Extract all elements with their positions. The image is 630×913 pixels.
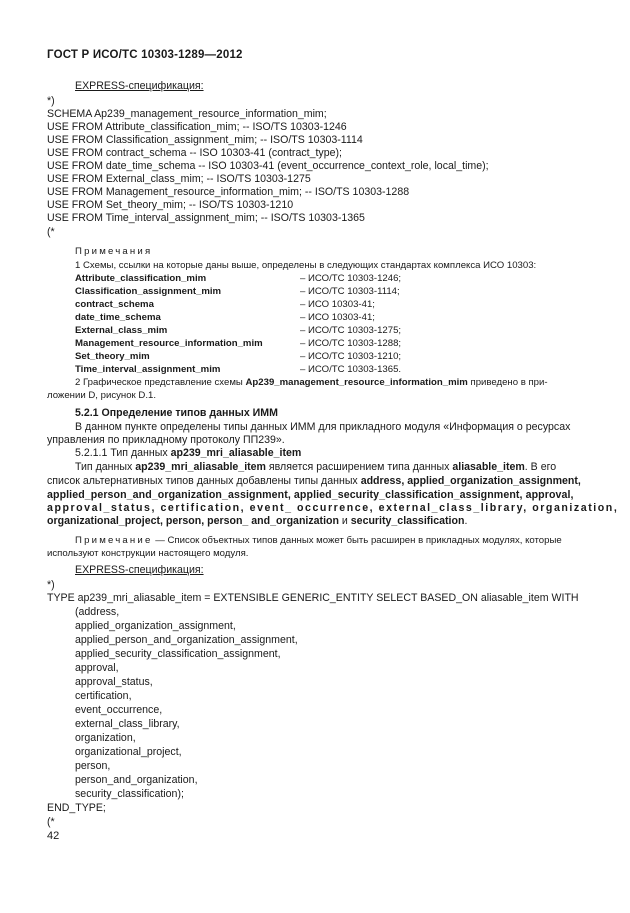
note-2-schema: Ap239_management_resource_information_mim	[245, 377, 468, 388]
list-item: organization,	[75, 732, 136, 744]
paragraph-line	[47, 475, 581, 488]
schema-name: Classification_assignment_mim	[75, 286, 222, 297]
code-line: USE FROM External_class_mim; -- ISO/TS 10303-1275	[47, 173, 311, 185]
schema-name: Management_resource_information_mim	[75, 338, 263, 349]
schema-name: Set_theory_mim	[75, 351, 150, 362]
code-line: USE FROM date_time_schema -- ISO 10303-41 (event_occurrence_context_role, local_time);	[47, 160, 489, 172]
note-2-continuation: ложении D, рисунок D.1.	[47, 390, 157, 401]
schema-ref: – ИСО 10303-41;	[300, 299, 375, 310]
code-line: USE FROM Set_theory_mim; -- ISO/TS 10303-1210	[47, 199, 294, 211]
section-title: 5.2.1 Определение типов данных ИММ	[75, 407, 278, 419]
list-item: (address,	[75, 606, 120, 618]
note-3	[75, 534, 562, 547]
express-label: EXPRESS-спецификация:	[75, 564, 204, 576]
type-name: security_classification	[350, 515, 465, 527]
text: Тип данных	[75, 461, 136, 473]
schema-ref: – ИСО/ТС 10303-1114;	[300, 286, 400, 297]
type-list: address, applied_organization_assignment,	[360, 475, 581, 487]
note-2-text: 2 Графическое представление схемы	[75, 377, 246, 388]
list-item: applied_security_classification_assignment,	[75, 648, 281, 660]
type-declaration: TYPE ap239_mri_aliasable_item = EXTENSIBLE GENERIC_ENTITY SELECT BASED_ON aliasable_item WITH	[47, 592, 579, 604]
subsection-number: 5.2.1.1 Тип данных	[75, 447, 171, 459]
type-list: organizational_project, person, person_ and_organization	[47, 515, 339, 527]
paragraph-line	[75, 461, 556, 474]
section-paragraph: В данном пункте определены типы данных ИММ для прикладного модуля «Информация о ресурсах	[75, 421, 571, 433]
list-item: applied_person_and_organization_assignment,	[75, 634, 298, 646]
paragraph-line: applied_person_and_organization_assignment, applied_security_classification_assignment, approval,	[47, 489, 574, 501]
schema-name: date_time_schema	[75, 312, 161, 323]
schema-ref: – ИСО/ТС 10303-1288;	[300, 338, 402, 349]
code-line: USE FROM Management_resource_information_mim; -- ISO/TS 10303-1288	[47, 186, 410, 198]
schema-name: contract_schema	[75, 299, 154, 310]
code-line: USE FROM Classification_assignment_mim; -- ISO/TS 10303-1114	[47, 134, 363, 146]
document-header: ГОСТ Р ИСО/ТС 10303-1289—2012	[47, 49, 243, 61]
text: . В его	[524, 461, 557, 473]
text: .	[464, 515, 468, 527]
subsection-type-name: ap239_mri_aliasable_item	[170, 447, 302, 459]
comment-close: (*	[47, 226, 55, 238]
comment-close: (*	[47, 816, 55, 828]
type-name: ap239_mri_aliasable_item	[135, 461, 266, 473]
note-3-label: Примечание	[75, 535, 153, 546]
note-1-intro: 1 Схемы, ссылки на которые даны выше, определены в следующих стандартах комплекса ИСО 10303:	[75, 260, 537, 271]
notes-title: Примечания	[75, 246, 153, 257]
code-line: USE FROM contract_schema -- ISO 10303-41 (contract_type);	[47, 147, 342, 159]
schema-name: Attribute_classification_mim	[75, 273, 207, 284]
text: список альтернативных типов данных добавлены типы данных	[47, 475, 361, 487]
paragraph-line: approval_status, certification, event_ occurrence, external_class_library, organization,	[47, 502, 619, 514]
list-item: certification,	[75, 690, 132, 702]
code-line: USE FROM Attribute_classification_mim; -- ISO/TS 10303-1246	[47, 121, 347, 133]
schema-ref: – ИСО/ТС 10303-1246;	[300, 273, 402, 284]
schema-ref: – ИСО/ТС 10303-1275;	[300, 325, 402, 336]
express-label: EXPRESS-спецификация:	[75, 80, 204, 92]
text: и	[338, 515, 351, 527]
subsection-title	[75, 447, 301, 460]
list-item: security_classification);	[75, 788, 184, 800]
end-type: END_TYPE;	[47, 802, 106, 814]
section-paragraph-continuation: управления по прикладному протоколу ПП239».	[47, 434, 285, 446]
schema-name: External_class_mim	[75, 325, 168, 336]
note-3-text: — Список объектных типов данных может быть расширен в прикладных модулях, которые	[152, 535, 562, 546]
text: является расширением типа данных	[265, 461, 453, 473]
note-2-text-end: приведено в при-	[467, 377, 548, 388]
list-item: organizational_project,	[75, 746, 182, 758]
list-item: person_and_organization,	[75, 774, 198, 786]
schema-ref: – ИСО 10303-41;	[300, 312, 375, 323]
list-item: external_class_library,	[75, 718, 180, 730]
schema-name: Time_interval_assignment_mim	[75, 364, 221, 375]
note-3-continuation: используют конструкции настоящего модуля.	[47, 548, 249, 559]
comment-open: *)	[47, 95, 55, 107]
list-item: event_occurrence,	[75, 704, 163, 716]
code-line: SCHEMA Ap239_management_resource_information_mim;	[47, 108, 327, 120]
note-2	[75, 376, 548, 389]
paragraph-line	[47, 515, 467, 528]
comment-open: *)	[47, 579, 55, 591]
type-name: aliasable_item	[452, 461, 525, 473]
list-item: person,	[75, 760, 111, 772]
page-number: 42	[47, 830, 60, 842]
schema-ref: – ИСО/ТС 10303-1365.	[300, 364, 402, 375]
list-item: approval,	[75, 662, 119, 674]
list-item: applied_organization_assignment,	[75, 620, 236, 632]
code-line: USE FROM Time_interval_assignment_mim; -- ISO/TS 10303-1365	[47, 212, 365, 224]
schema-ref: – ИСО/ТС 10303-1210;	[300, 351, 402, 362]
list-item: approval_status,	[75, 676, 153, 688]
